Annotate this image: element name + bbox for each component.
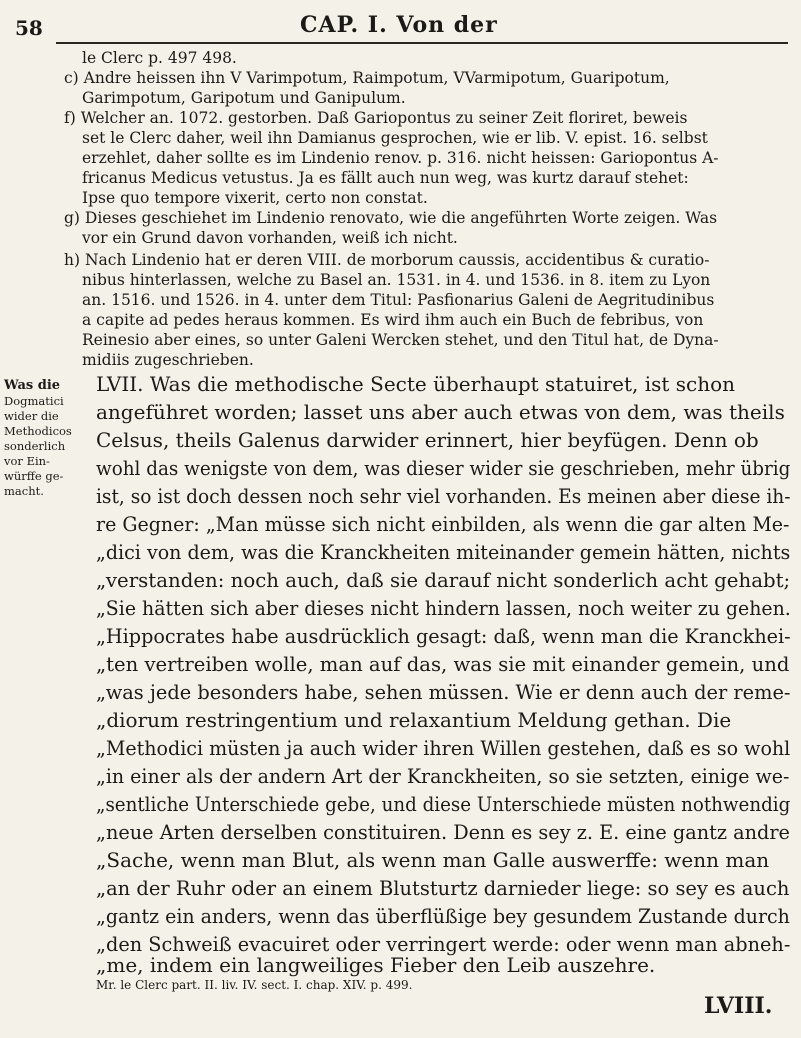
body-line: „Hippocrates habe ausdrücklich gesagt: daß, wenn man die Kranckhei- — [96, 624, 791, 648]
margin-note-line: vor Ein- — [4, 454, 50, 468]
body-line: „den Schweiß evacuiret oder verringert werde: oder wenn man abneh- — [96, 932, 791, 956]
body-line: angeführet worden; lasset uns aber auch etwas von dem, was theils — [96, 400, 785, 424]
body-line: „verstanden: noch auch, daß sie darauf nicht sonderlich acht gehabt; — [96, 568, 791, 592]
body-line: „Methodici müsten ja auch wider ihren Willen gestehen, daß es so wohl — [96, 736, 791, 760]
footnote-line: Ipse quo tempore vixerit, certo non constat. — [82, 189, 428, 207]
margin-note-line: macht. — [4, 484, 44, 498]
margin-note-line: wider die — [4, 409, 59, 423]
margin-note-line: Dogmatici — [4, 394, 64, 408]
page-header — [0, 4, 801, 44]
body-line: „neue Arten derselben constituiren. Denn es sey z. E. eine gantz andre — [96, 820, 790, 844]
body-line: „Sache, wenn man Blut, als wenn man Galle auswerffe: wenn man — [96, 848, 770, 872]
footnote-line: f) Welcher an. 1072. gestorben. Daß Gariopontus zu seiner Zeit floriret, beweis — [64, 109, 688, 127]
header-rule — [56, 42, 788, 44]
body-line: „Sie hätten sich aber dieses nicht hindern lassen, noch weiter zu gehen. — [96, 596, 791, 620]
body-line: „in einer als der andern Art der Kranckheiten, so sie setzten, einige we- — [96, 764, 790, 788]
body-line: „me, indem ein langweiliges Fieber den Leib auszehre. — [96, 953, 656, 977]
footnote-line: nibus hinterlassen, welche zu Basel an. 1531. in 4. und 1536. in 8. item zu Lyon — [82, 271, 711, 289]
footnote-line: set le Clerc daher, weil ihn Damianus gesprochen, wie er lib. V. epist. 16. selbst — [82, 129, 708, 147]
footnote-line: c) Andre heissen ihn V Varimpotum, Raimpotum, VVarmipotum, Guaripotum, — [64, 69, 670, 87]
body-line: „an der Ruhr oder an einem Blutsturtz darnieder liege: so sey es auch — [96, 876, 790, 900]
body-line: LVII. Was die methodische Secte überhaupt statuiret, ist schon — [96, 372, 736, 396]
body-line: ist, so ist doch dessen noch sehr viel vorhanden. Es meinen aber diese ih- — [96, 484, 791, 508]
running-title: CAP. I. Von der — [300, 12, 498, 38]
footnote-reference: Mr. le Clerc part. II. liv. IV. sect. I. chap. XIV. p. 499. — [96, 978, 413, 992]
body-line: „dici von dem, was die Kranckheiten miteinander gemein hätten, nichts — [96, 540, 791, 564]
page-number: 58 — [15, 16, 43, 40]
footnote-line: erzehlet, daher sollte es im Lindenio renov. p. 316. nicht heissen: Gariopontus A- — [82, 149, 719, 167]
body-line: re Gegner: „Man müsse sich nicht einbilden, als wenn die gar alten Me- — [96, 512, 790, 536]
footnote-line: midiis zugeschrieben. — [82, 351, 254, 369]
footnote-line: a capite ad pedes heraus kommen. Es wird ihm auch ein Buch de febribus, von — [82, 311, 704, 329]
footnote-line: Garimpotum, Garipotum und Ganipulum. — [82, 89, 406, 107]
body-line: Celsus, theils Galenus darwider erinnert, hier beyfügen. Denn ob — [96, 428, 759, 452]
margin-note-line: sonderlich — [4, 439, 66, 453]
footnote-line: g) Dieses geschiehet im Lindenio renovato, wie die angeführten Worte zeigen. Was — [64, 209, 718, 227]
footnote-line: le Clerc p. 497 498. — [82, 49, 237, 67]
body-line: „was jede besonders habe, sehen müssen. Wie er denn auch der reme- — [96, 680, 791, 704]
footnote-line: fricanus Medicus vetustus. Ja es fällt auch nun weg, was kurtz darauf stehet: — [82, 169, 689, 187]
margin-note-line: würffe ge- — [4, 469, 64, 483]
footnote-line: Reinesio aber eines, so unter Galeni Wercken stehet, und den Titul hat, de Dyna- — [82, 331, 719, 349]
footnote-line: vor ein Grund davon vorhanden, weiß ich nicht. — [82, 229, 458, 247]
margin-note-line: Was die — [4, 378, 61, 393]
margin-note-line: Methodicos — [4, 424, 72, 438]
body-line: „diorum restringentium und relaxantium Meldung gethan. Die — [96, 708, 732, 732]
body-line: „sentliche Unterschiede gebe, und diese Unterschiede müsten nothwendig — [96, 792, 791, 816]
body-line: „gantz ein anders, wenn das überflüßige bey gesundem Zustande durch — [96, 904, 790, 928]
footnote-line: h) Nach Lindenio hat er deren VIII. de morborum caussis, accidentibus & curatio- — [64, 251, 710, 269]
footnote-line: an. 1516. und 1526. in 4. unter dem Titul: Pasfionarius Galeni de Aegritudinibus — [82, 291, 715, 309]
catchword: LVIII. — [704, 993, 773, 1019]
body-line: wohl das wenigste von dem, was dieser wider sie geschrieben, mehr übrig — [96, 456, 791, 480]
body-line: „ten vertreiben wolle, man auf das, was sie mit einander gemein, und — [96, 652, 790, 676]
